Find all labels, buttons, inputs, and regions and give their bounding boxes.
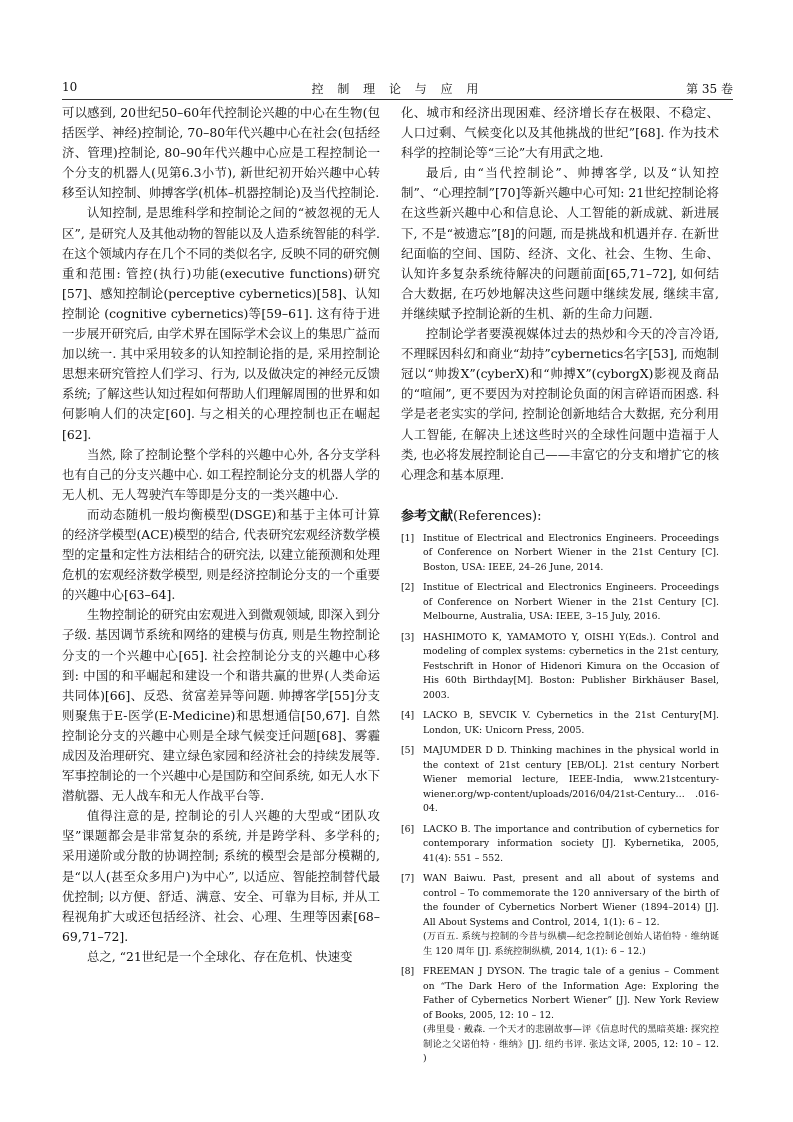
reference-item	[401, 709, 719, 738]
page-number: 10	[62, 80, 78, 94]
reference-item	[401, 965, 719, 1067]
references-title-en: (References):	[453, 508, 542, 524]
references-title-cn: 参考文献	[401, 508, 454, 524]
paragraph: 最后, 由“当代控制论”、帅搏客学, 以及“认知控制”、“心理控制”[70]等新兴趣中心可知: 21世纪控制论将在这些新兴趣中心和信息论、人工智能的新成就、新进展下, 不是“被遗忘”[8]的问题, 而是挑战和机遇并存. 在新世纪面临的空间、国防、经济、文化、社会、生物、生命、认知许多复杂系统待解决的问题前面[65,71–72], 如何结合大数据, 在巧妙地解决这些问题中继续发展, 继续丰富, 并继续赋予控制论新的生机、新的生命力问题.	[401, 165, 719, 321]
paragraph: 总之, “21世纪是一个全球化、存在危机、快速变	[87, 948, 353, 964]
reference-text: Institue of Electrical and Electronics Engineers. Proceedings of Conference on Norbert Wiener in the 21st Century [C]. Melbourne, Australia, USA: IEEE, 3–15 July, 2016.	[423, 582, 719, 623]
reference-text: Institue of Electrical and Electronics Engineers. Proceedings of Conference on Norbert Wiener in the 21st Century [C]. Boston, USA: IEEE, 24–26 June, 2014.	[423, 532, 719, 573]
journal-title: 控 制 理 论 与 应 用	[311, 82, 484, 96]
reference-number: [2]	[401, 582, 415, 594]
running-header	[62, 80, 733, 100]
reference-text: HASHIMOTO K, YAMAMOTO Y, OISHI Y(Eds.). Control and modeling of complex systems: cybernetics in the 21st century, Festschrift in Honor of Hidenori Kimura on the Occasion of His 60th Birthday[M]. Boston: Publisher Birkhäuser Basel, 2003.	[423, 631, 719, 701]
reference-text: MAJUMDER D D. Thinking machines in the physical world in the context of 21st century [EB/OL]. 21st century Norbert Wiener memorial lecture, IEEE-India, www.21stcentury-wiener.org/wp-content/uploads/2016/04/21st-Century… .016-04.	[423, 745, 719, 815]
reference-list	[401, 532, 719, 1067]
paragraph: 生物控制论的研究由宏观进入到微观领域, 即深入到分子级. 基因调节系统和网络的建模与仿真, 则是生物控制论分支的一个兴趣中心[65]. 社会控制论分支的兴趣中心移到: 中国的和平崛起和建设一个和谐共赢的世界(人类命运共同体)[66]、反恐、贫富差异等问题. 帅搏客学[55]分支则聚焦于E-医学(E-Medicine)和思想通信[50,67]. 自然控制论分支的兴趣中心则是全球气候变迁问题[68]、雾霾成因及治理研究、建立绿色家园和经济社会的持续发展等. 军事控制论的一个兴趣中心是国防和空间系统, 如无人水下潜航器、无人战车和无人作战平台等.	[62, 607, 380, 804]
reference-item	[401, 631, 719, 704]
reference-number: [3]	[401, 631, 415, 643]
reference-text: WAN Baiwu. Past, present and all about of systems and control – To commemorate the 120 anniversary of the birth of the founder of Cybernetics Norbert Wiener (1894–2014) [J]. All About Systems and Control, 2014, 1(1): 6 – 12.	[423, 873, 719, 928]
paragraph: 而动态随机一般均衡模型(DSGE)和基于主体可计算的经济学模型(ACE)模型的结合, 代表研究宏观经济数学模型的定量和定性方法相结合的研究法, 以建立能预测和处理危机的宏观经济数学模型, 则是经济控制论分支的一个重要的兴趣中心[63–64].	[62, 506, 380, 603]
reference-item	[401, 532, 719, 576]
paragraph: 认知控制, 是思维科学和控制论之间的“被忽视的无人区”, 是研究人及其他动物的智能以及人造系统智能的科学. 在这个领域内存在几个不同的类似名字, 反映不同的研究侧重和范围: 管控(执行)功能(executive functions)研究[57]、感知控制论(perceptive cybernetics)[58]、认知控制论 (cognitive cybernetics)等[59–61]. 这有待于进一步展开研究后, 由学术界在国际学术会议上的集思广益而加以统一. 其中采用较多的认知控制论指的是, 采用控制论思想来研究管控人们学习、行为, 以及做决定的神经元反馈系统; 了解这些认知过程如何帮助人们理解周围的世界和如何影响人们的决定[60]. 与之相关的心理控制也正在崛起[62].	[62, 205, 380, 442]
paragraph: 值得注意的是, 控制论的引人兴趣的大型或“团队攻坚”课题都会是非常复杂的系统, 并是跨学科、多学科的; 采用递阶或分散的协调控制; 系统的模型会是部分模糊的, 是“以人(甚至众多用户)为中心”, 以适应、智能控制替代最优控制; 以方便、舒适、满意、安全、可靠为目标, 并从工程视角扩大或还包括经济、社会、心理、生理等因素[68–69,71–72].	[62, 808, 380, 944]
reference-text: LACKO B. The importance and contribution of cybernetics for contemporary information society [J]. Kybernetika, 2005, 41(4): 551 – 552.	[423, 823, 719, 864]
paragraph: 化、城市和经济出现困难、经济增长存在极限、不稳定、人口过剩、气候变化以及其他挑战的世纪”[68]. 作为技术科学的控制论等“三论”大有用武之地.	[401, 105, 719, 161]
reference-item	[401, 823, 719, 867]
reference-text: FREEMAN J DYSON. The tragic tale of a genius – Comment on “The Dark Hero of the Information Age: Exploring the Father of Cybernetics Norbert Wiener” [J]. New York Review of Books, 2005, 12: 10 – 12.	[423, 966, 719, 1021]
reference-number: [6]	[401, 823, 415, 835]
reference-item	[401, 872, 719, 959]
reference-number: [4]	[401, 710, 415, 722]
left-column	[62, 103, 380, 967]
paragraph: 控制论学者要漠视媒体过去的热炒和今天的冷言冷语, 不理睬因科幻和商业“劫持”cybernetics名字[53], 而炮制冠以“帅拨X”(cyberX)和“帅搏X”(cyborgX)影视及商品的“喧闹”, 更不要因为对控制论负面的闲言碎语而困惑. 科学是老老实实的学问, 控制论创新地结合大数据, 充分利用人工智能, 在解决上述这些时兴的全球性问题中造福于人类, 也必将发展控制论自己——丰富它的分支和增扩它的核心理念和基本原理.	[401, 326, 719, 482]
reference-number: [1]	[401, 532, 415, 544]
header-rule	[62, 99, 733, 100]
reference-number: [8]	[401, 966, 415, 978]
volume-label: 第 35 卷	[686, 82, 733, 96]
paragraph: 可以感到, 20世纪50–60年代控制论兴趣的中心在生物(包括医学、神经)控制论, 70–80年代兴趣中心在社会(包括经济、管理)控制论, 80–90年代兴趣中心应是工程控制论一个分支的机器人(见第6.3小节), 新世纪初开始兴趣中心转移至认知控制、帅搏客学(机体–机器控制论)及当代控制论.	[62, 105, 380, 201]
reference-number: [5]	[401, 745, 415, 757]
reference-item	[401, 744, 719, 817]
reference-translation: (万百五. 系统与控制的今昔与纵横—纪念控制论创始人诺伯特 · 维纳诞生 120 周年 [J]. 系统控制纵横, 2014, 1(1): 6 – 12.)	[423, 931, 719, 957]
reference-number: [7]	[401, 873, 415, 885]
reference-item	[401, 581, 719, 625]
paragraph: 当然, 除了控制论整个学科的兴趣中心外, 各分支学科也有自己的分支兴趣中心. 如工程控制论分支的机器人学的无人机、无人驾驶汽车等即是分支的一类兴趣中心.	[62, 446, 380, 502]
reference-text: LACKO B, SEVCIK V. Cybernetics in the 21st Century[M]. London, UK: Unicorn Press, 2005.	[423, 710, 719, 736]
right-column	[401, 103, 719, 1073]
reference-translation: (弗里曼 · 戴森. 一个天才的悲剧故事—评《信息时代的黑暗英雄: 探究控制论之父诺伯特 · 维纳》[J]. 纽约书评. 张达文译, 2005, 12: 10 – 12. )	[423, 1024, 719, 1065]
references-heading	[401, 505, 719, 524]
